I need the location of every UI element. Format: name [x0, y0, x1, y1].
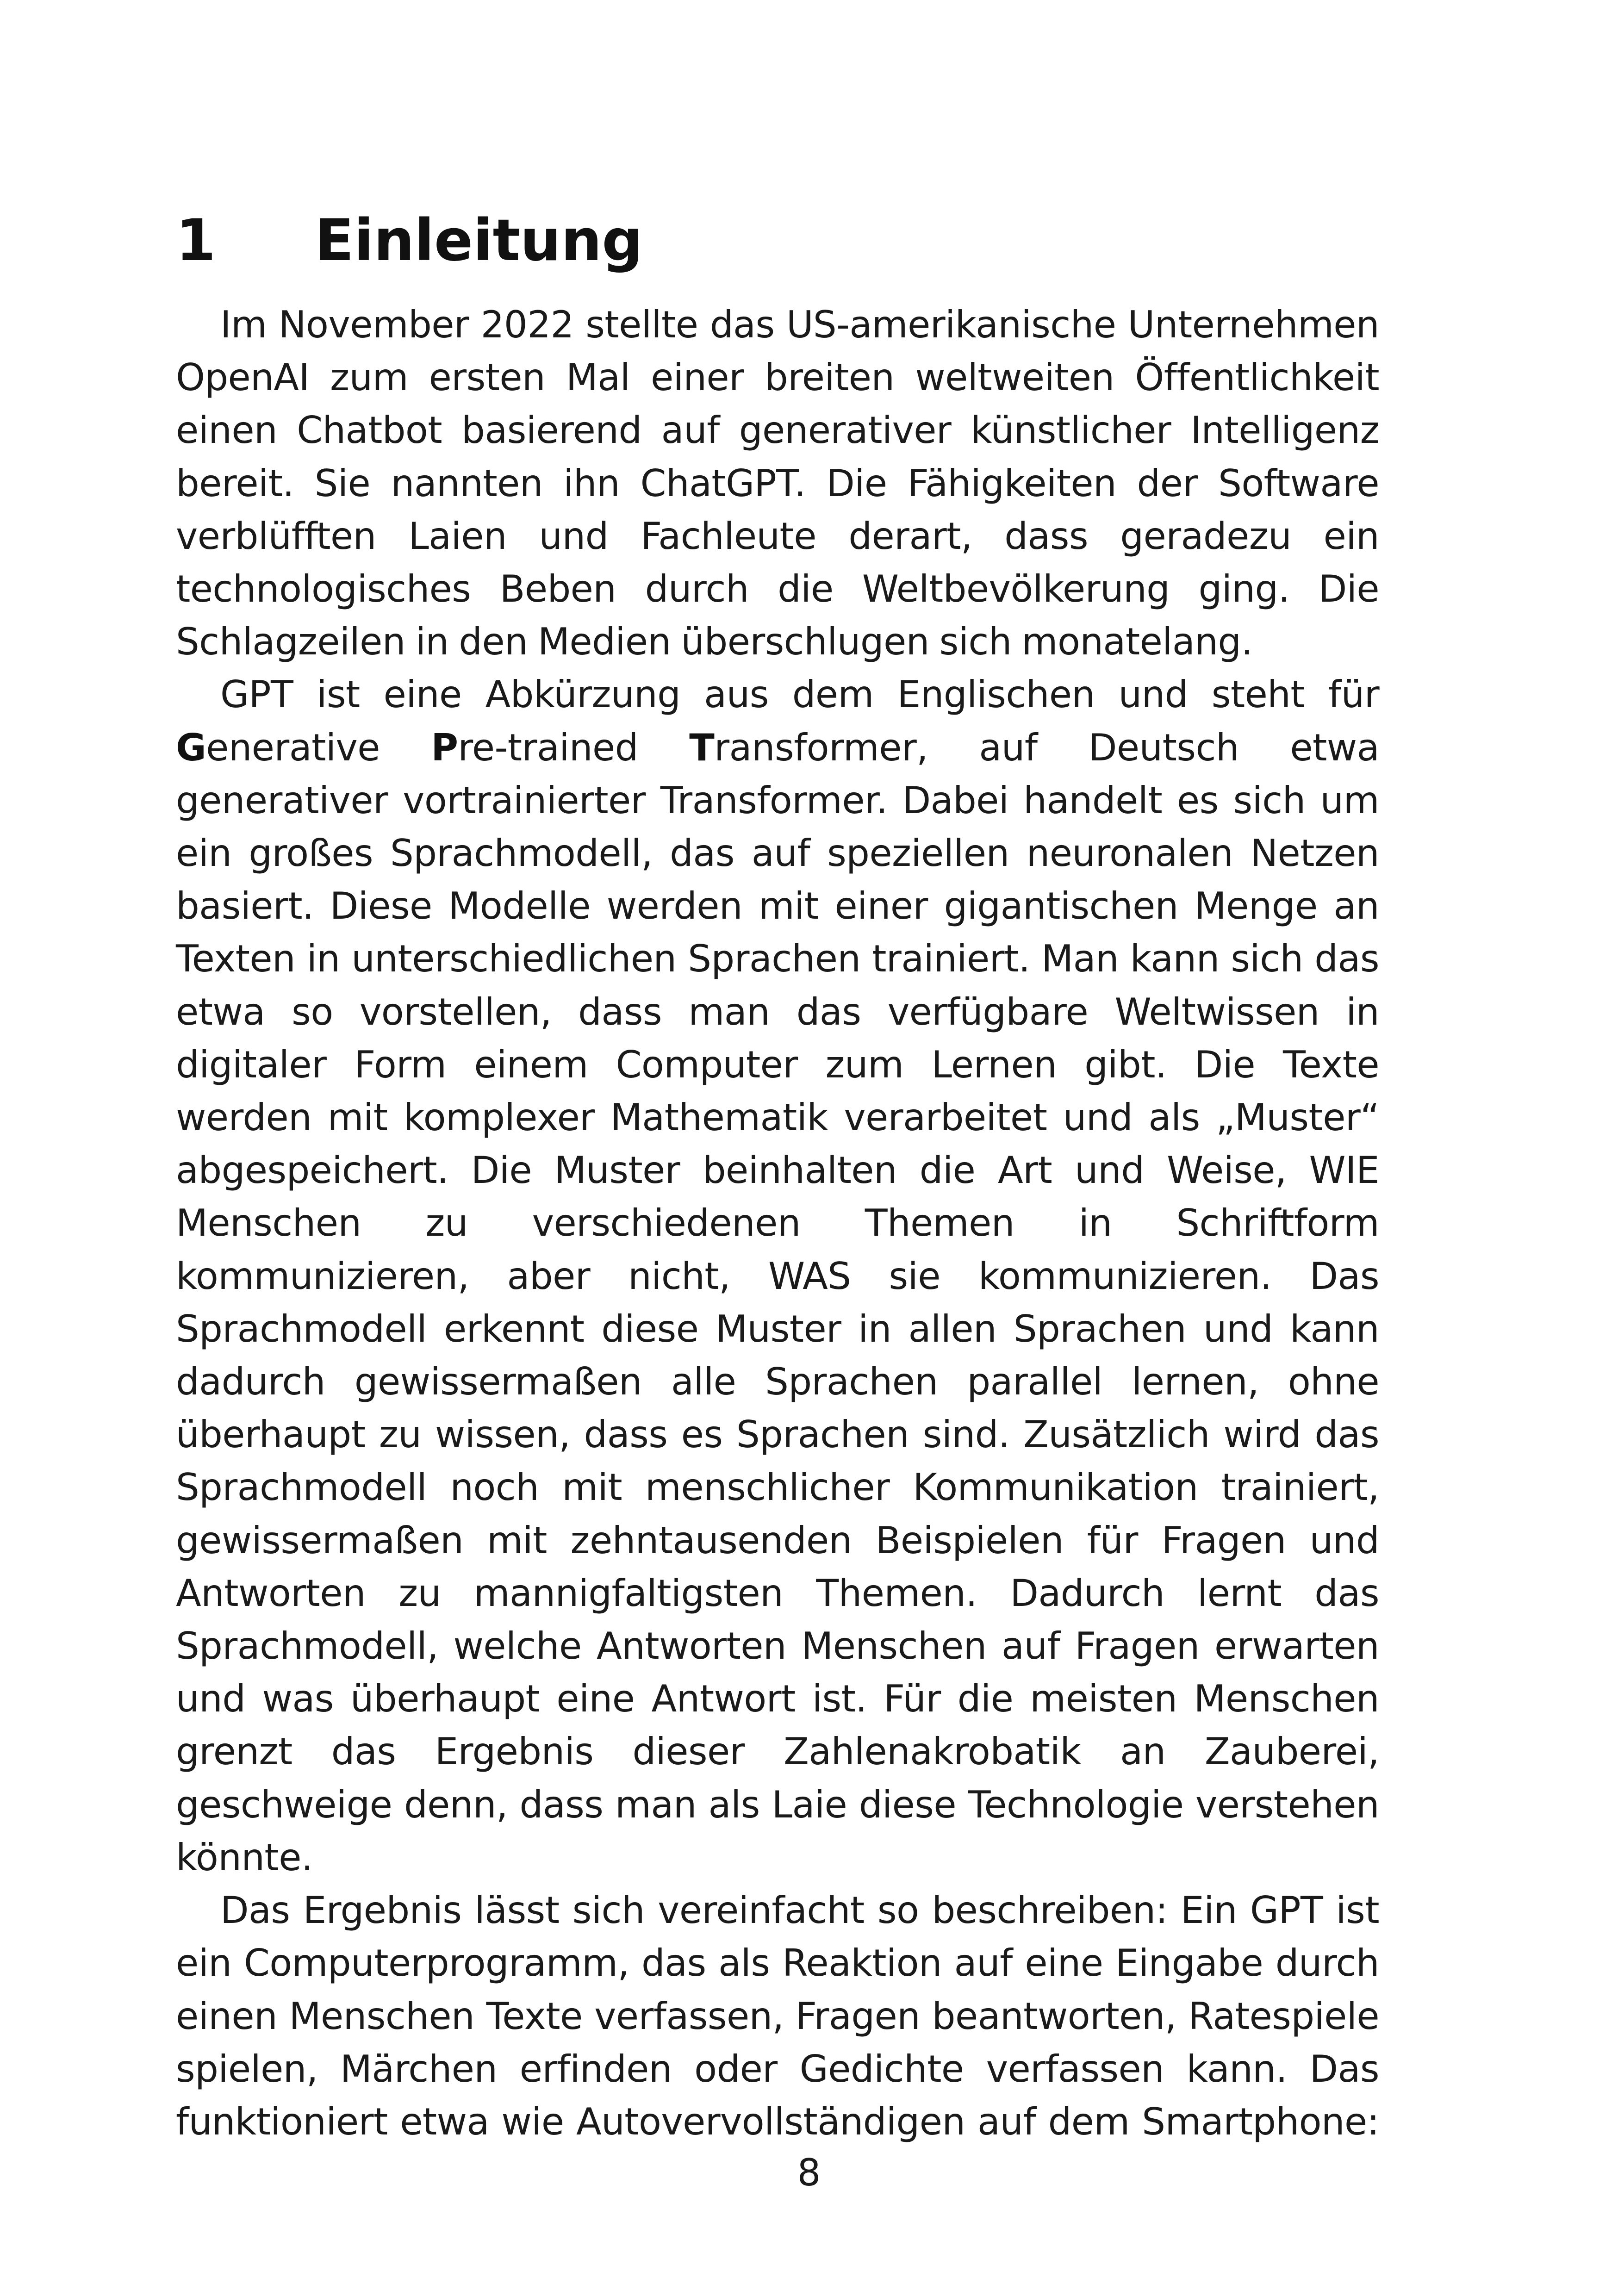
acronym-word-generative: enerative — [206, 726, 431, 769]
paragraph-2-rest: ransformer, auf Deutsch etwa generativer vortrainierter Transformer. Dabei handelt es sich um ein großes Sprachmodell, das auf speziellen neuronalen Netzen basiert. Diese Modelle werden mit einer gigantischen Menge an Texten in unterschiedlichen Sprachen trainiert. Man kann sich das etwa so vorstellen, dass man das verfügbare Weltwissen in digitaler Form einem Computer zum Lernen gibt. Die Texte werden mit komplexer Mathematik verarbeitet und als „Muster“ abgespeichert. Die Muster beinhalten die Art und Weise, WIE Menschen zu verschiedenen Themen in Schriftform kommunizieren, aber nicht, WAS sie kommunizieren. Das Sprachmodell erkennt diese Muster in allen Sprachen und kann dadurch gewissermaßen alle Sprachen parallel lernen, ohne überhaupt zu wissen, dass es Sprachen sind. Zusätzlich wird das Sprachmodell noch mit menschlicher Kommunikation trainiert, gewissermaßen mit zehntausenden Beispielen für Fragen und Antworten zu mannigfaltigsten Themen. Dadurch lernt das Sprachmodell, welche Antworten Menschen auf Fragen erwarten und was überhaupt eine Antwort ist. Für die meisten Menschen grenzt das Ergebnis dieser Zahlenakrobatik an Zauberei, geschweige denn, dass man als Laie diese Technologie verstehen könnte. — [176, 726, 1379, 1879]
acronym-letter-g: G — [176, 726, 206, 769]
acronym-letter-t: T — [689, 726, 715, 769]
acronym-word-pretrained: re-trained — [458, 726, 690, 769]
paragraph-1: Im November 2022 stellte das US-amerikanische Unternehmen OpenAI zum ersten Mal einer breiten weltweiten Öffentlichkeit einen Chatbot basierend auf generativer künstlicher Intelligenz bereit. Sie nannten ihn ChatGPT. Die Fähigkeiten der Software verblüfften Laien und Fachleute derart, dass geradezu ein technologisches Beben durch die Weltbevölkerung ging. Die Schlagzeilen in den Medien überschlugen sich monatelang. — [176, 303, 1379, 664]
chapter-heading — [176, 194, 1379, 287]
chapter-number: 1 — [176, 207, 216, 274]
paragraph-2-intro: GPT ist eine Abkürzung aus dem Englischen und steht für — [220, 673, 1379, 716]
body-text — [176, 299, 1379, 2148]
acronym-letter-p: P — [431, 726, 458, 769]
paragraph-2 — [176, 668, 1379, 1884]
paragraph-3: Das Ergebnis lässt sich vereinfacht so beschreiben: Ein GPT ist ein Computerprogramm, das als Reaktion auf eine Eingabe durch einen Menschen Texte verfassen, Fragen beantworten, Ratespiele spielen, Märchen erfinden oder Gedichte verfassen kann. Das funktioniert etwa wie Autovervollständigen auf dem Smartphone: — [176, 1889, 1379, 2143]
chapter-title: Einleitung — [315, 207, 643, 274]
page-number: 8 — [797, 2151, 821, 2194]
